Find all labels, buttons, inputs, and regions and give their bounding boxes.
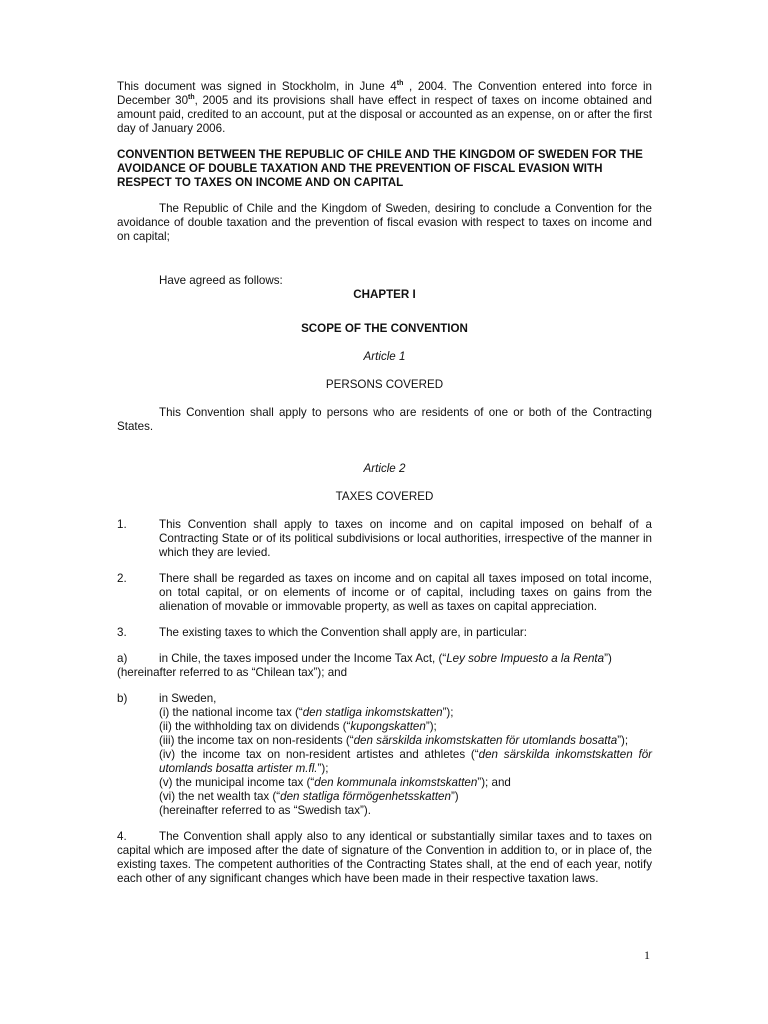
superscript-th: th <box>396 80 404 88</box>
list-item: (ii) the withholding tax on dividends (“kupongskatten”); <box>159 720 437 733</box>
article-1-label: Article 1 <box>363 350 406 363</box>
article-2-paragraph-4: 4. The Convention shall apply also to any identical or substantially similar taxes and to taxes on capital which are imposed after the date of signature of the Convention in addition to, or in place of, the existing taxes. The competent authorities of the Contracting States shall, at the end of each year, notify each other of any significant changes which have been made in their respective taxation laws. <box>117 830 652 885</box>
list-item: (v) the municipal income tax (“den kommunala inkomstskatten”); and <box>159 776 511 789</box>
preamble: The Republic of Chile and the Kingdom of Sweden, desiring to conclude a Convention for the avoidance of double taxation and the prevention of fiscal evasion with respect to taxes on income and on capital; <box>117 202 652 243</box>
agreed-line: Have agreed as follows: <box>159 274 283 287</box>
article-1-heading: PERSONS COVERED <box>325 378 444 391</box>
list-item: (iii) the income tax on non-residents (“den särskilda inkomstskatten för utomlands bosatta”); <box>159 734 629 747</box>
superscript-th: th <box>188 94 195 102</box>
list-item: (vi) the net wealth tax (“den statliga förmögenhetsskatten”) <box>159 790 459 803</box>
swedish-taxes-list <box>117 706 652 818</box>
page-number: 1 <box>644 948 650 962</box>
article-2-item-b: b) in Sweden, (i) the national income tax (“den statliga inkomstskatten”); (ii) the withholding tax on dividends (“kupongskatten”); (iii) the income tax on non-residents (“den särskilda inkomstskatten för utomlands bosatta”); (iv) the income tax on non-resident artistes and athletes (“den särskilda inkomstskatten för utomlands bosatta artister m.fl.”); (v) the municipal income tax (“den kommunala inkomstskatten”); and (vi) the net wealth tax (“den statliga förmögenhetsskatten”) (hereinafter referred to as “Swedish tax”). <box>117 692 653 817</box>
article-1-text: This Convention shall apply to persons who are residents of one or both of the Contracting States. <box>117 406 652 433</box>
article-2-heading: TAXES COVERED <box>335 490 434 503</box>
article-2-item-a: a) in Chile, the taxes imposed under the Income Tax Act, (“Ley sobre Impuesto a la Renta”) (hereinafter referred to as “Chilean tax”); and <box>117 652 612 679</box>
list-item: (iv) the income tax on non-resident artistes and athletes (“den särskilda inkomstskatten för utomlands bosatta artister m.fl.”); <box>159 748 653 775</box>
intro-paragraph: This document was signed in Stockholm, in June 4th , 2004. The Convention entered into force in December 30th, 2005 and its provisions shall have effect in respect of taxes on income obtained and amount paid, credited to an account, put at the disposal or accounted as an expense, on or after the first day of January 2006. <box>117 80 652 135</box>
scope-heading: SCOPE OF THE CONVENTION <box>301 322 468 335</box>
article-2-paragraph-1: 1. This Convention shall apply to taxes on income and on capital imposed on behalf of a Contracting State or of its political subdivisions or local authorities, irrespective of the manner in which they are levied. <box>117 518 652 559</box>
article-2-paragraph-2: 2. There shall be regarded as taxes on income and on capital all taxes imposed on total income, on total capital, or on elements of income or of capital, including taxes on gains from the alienation of movable or immovable property, as well as taxes on capital appreciation. <box>117 572 652 613</box>
list-closing: (hereinafter referred to as “Swedish tax”). <box>159 804 371 817</box>
article-2-paragraph-3: 3. The existing taxes to which the Convention shall apply are, in particular: <box>117 626 527 639</box>
list-item: (i) the national income tax (“den statliga inkomstskatten”); <box>159 706 454 719</box>
convention-title: CONVENTION BETWEEN THE REPUBLIC OF CHILE AND THE KINGDOM OF SWEDEN FOR THE AVOIDANCE OF DOUBLE TAXATION AND THE PREVENTION OF FISCAL EVASION WITH RESPECT TO TAXES ON INCOME AND ON CAPITAL <box>117 148 643 189</box>
chapter-heading: CHAPTER I <box>353 288 416 301</box>
article-2-label: Article 2 <box>363 462 406 475</box>
document-page <box>117 80 652 886</box>
